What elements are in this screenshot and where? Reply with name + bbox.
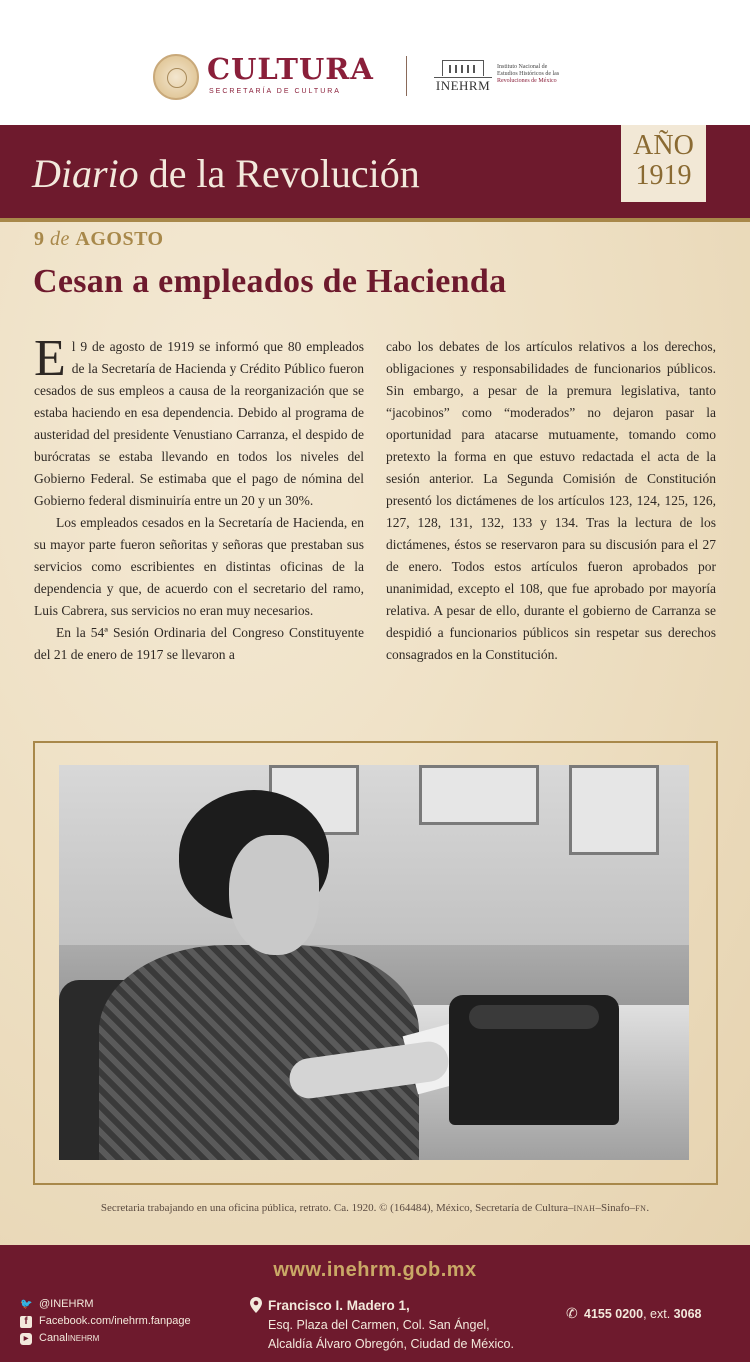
inehrm-desc-line: Instituto Nacional de [497, 64, 548, 70]
year-box [621, 125, 706, 202]
article-paragraph: cabo los debates de los artículos relativos a los derechos, obligaciones y responsabilidades de funcionarios públicos. Sin embargo, a pesar de la premura legislativa, tanto “jacobinos” como “moderados” no dejaron pasar la oportunidad para atacarse mutuamente, tomando como pretexto la forma en que estuvo redactada el acta de la sesión anterior. La Segunda Comisión de Constitución presentó los dictámenes de los artículos 123, 124, 125, 126, 127, 128, 131, 132, 133 y 134. Tras la lectura de los dictámenes, éstos se reservaron para su discusión para el 27 de enero. Todos estos artículos fueron aprobados por unanimidad, excepto el 108, que fue aprobado por mayoría relativa. A pesar de ello, durante el gobierno de Carranza se despidió a funcionarios públicos sin respetar sus derechos consagrados en la Constitución. [386, 339, 716, 662]
youtube-link[interactable] [20, 1330, 191, 1347]
phone-ext-label: , ext. [643, 1307, 674, 1321]
date-day: 9 [34, 228, 45, 250]
caption-text: Secretaria trabajando en una oficina pública, retrato. Ca. 1920. © (164484), México, Secretaría de Cultura– [100, 1202, 574, 1214]
twitter-handle: @INEHRM [39, 1298, 94, 1310]
cultura-logo-text: CULTURA [207, 52, 374, 86]
facebook-link[interactable] [20, 1313, 191, 1330]
youtube-channel: INEHRM [67, 1334, 100, 1343]
article-date [34, 228, 164, 251]
year-label: AÑO [633, 130, 694, 161]
youtube-icon: ▶ [20, 1333, 32, 1345]
dropcap: E [34, 330, 66, 387]
address-line: Alcaldía Álvaro Obregón, Ciudad de México. [268, 1337, 514, 1351]
article-column-right [386, 336, 716, 666]
page-title-rest: de la Revolución [138, 151, 420, 196]
inehrm-logo-text: INEHRM [435, 78, 491, 93]
date-month: AGOSTO [75, 228, 164, 250]
youtube-prefix: Canal [39, 1332, 68, 1344]
photo-caption [0, 1202, 750, 1214]
phone-icon: ✆ [566, 1305, 578, 1321]
article-photo [59, 765, 689, 1160]
article-paragraph: Los empleados cesados en la Secretaría de Hacienda, en su mayor parte fueron señoritas y señoras que prestaban sus servicios como escribientes en distintas oficinas de la dependencia y que, de acuerdo con el secretario del ramo, Luis Cabrera, sus servicios no eran muy necesarios. [34, 515, 364, 618]
article-column-left [34, 330, 364, 666]
article-paragraph [34, 330, 364, 512]
phone-number: 4155 0200 [584, 1307, 644, 1321]
phone-ext: 3068 [673, 1307, 702, 1321]
date-de: de [44, 228, 76, 250]
facebook-icon: f [20, 1316, 32, 1328]
website-link[interactable]: www.inehrm.gob.mx [273, 1259, 477, 1281]
photo-typewriter [449, 995, 619, 1125]
paragraph-text: l 9 de agosto de 1919 se informó que 80 empleados de la Secretaría de Hacienda y Crédito Público fueron cesados de sus empleos a causa de la reorganización que se estaba haciendo en esa dependencia. Debido al programa de austeridad del presidente Venustiano Carranza, el despido de burócratas se estaba llevando en todos los niveles del Gobierno Federal. Se estimaba que el pago de nómina del Gobierno federal disminuiría entre un 20 y un 30%. [34, 339, 364, 508]
header-divider [406, 56, 407, 96]
photo-window [419, 765, 539, 825]
cultura-subtitle: SECRETARÍA DE CULTURA [209, 88, 341, 95]
inehrm-description [497, 64, 577, 85]
caption-text: . [646, 1202, 650, 1214]
twitter-icon: 🐦 [20, 1298, 33, 1310]
address-line: Francisco I. Madero 1, [268, 1298, 410, 1313]
seal-icon [153, 54, 199, 100]
photo-window [569, 765, 659, 855]
article-headline: Cesan a empleados de Hacienda [33, 263, 507, 300]
photo-woman-face [229, 835, 319, 955]
inehrm-logo [434, 60, 492, 94]
phone-link[interactable] [566, 1305, 701, 1322]
caption-text: FN [635, 1204, 647, 1213]
facebook-handle: Facebook.com/inehrm.fanpage [39, 1315, 191, 1327]
inehrm-desc-line: Estudios Históricos de las [497, 71, 560, 77]
caption-text: –Sinafo– [595, 1202, 636, 1214]
inehrm-building-icon [442, 60, 484, 76]
inehrm-desc-line: Revoluciones de México [497, 78, 557, 84]
social-links [20, 1296, 191, 1347]
address [250, 1296, 514, 1354]
address-line: Esq. Plaza del Carmen, Col. San Ángel, [268, 1318, 490, 1332]
page-title-italic: Diario [32, 151, 139, 196]
year-value: 1919 [635, 160, 692, 191]
header [0, 0, 750, 125]
page-title [32, 150, 420, 197]
twitter-link[interactable] [20, 1296, 191, 1313]
caption-text: INAH [573, 1204, 596, 1213]
article-paragraph: En la 54ª Sesión Ordinaria del Congreso Constituyente del 21 de enero de 1917 se llevaron a [34, 625, 364, 662]
